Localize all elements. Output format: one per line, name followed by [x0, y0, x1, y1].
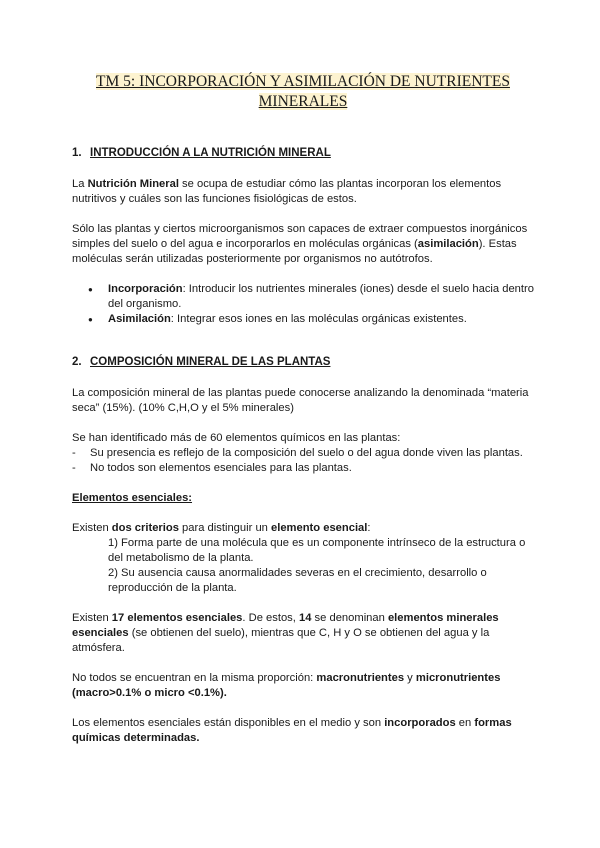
essential-count-paragraph: Existen 17 elementos esenciales. De estos, 14 se denominan elementos minerales esenciales (se obtienen del suelo), mientras que C, H y O se obtienen del agua y la atmósfera.: [72, 612, 499, 654]
section-1-heading: 1. INTRODUCCIÓN A LA NUTRICIÓN MINERAL: [72, 147, 331, 159]
list-item: ● Incorporación: Introducir los nutrientes minerales (iones) desde el suelo hacia dentro del organismo.: [108, 282, 534, 312]
identified-paragraph: Se han identificado más de 60 elementos químicos en las plantas:: [72, 432, 401, 444]
section-2-heading: 2. COMPOSICIÓN MINERAL DE LAS PLANTAS: [72, 356, 331, 368]
identified-list: [72, 446, 534, 476]
proportion-paragraph: No todos se encuentran en la misma proporción: macronutrientes y micronutrientes (macro>0.1% o micro <0.1%).: [72, 672, 501, 699]
list-item: - Su presencia es reflejo de la composición del suelo o del agua donde viven las plantas.: [90, 446, 534, 461]
intro-paragraph: La Nutrición Mineral se ocupa de estudiar cómo las plantas incorporan los elementos nutritivos y cuáles son las funciones fisiológicas de estos.: [72, 178, 502, 205]
composition-paragraph: La composición mineral de las plantas puede conocerse analizando la denominada “materia seca” (15%). (10% C,H,O y el 5% minerales): [72, 387, 529, 414]
assimilation-paragraph: Sólo las plantas y ciertos microorganismos son capaces de extraer compuestos inorgánicos simples del suelo o del agua e incorporarlos en moléculas orgánicas (asimilación). Estas moléculas serán utilizadas posteriormente por organismos no autótrofos.: [72, 223, 528, 265]
availability-paragraph: Los elementos esenciales están disponibles en el medio y son incorporados en formas químicas determinadas.: [72, 717, 512, 744]
list-item: 1) Forma parte de una molécula que es un componente intrínseco de la estructura o del metabolismo de la planta.: [108, 537, 526, 564]
list-item: 2) Su ausencia causa anormalidades severas en el crecimiento, desarrollo o reproducción de la planta.: [108, 567, 487, 594]
definitions-list: [72, 282, 534, 327]
list-item: ● Asimilación: Integrar esos iones en las moléculas orgánicas existentes.: [108, 312, 534, 327]
page-title: TM 5: INCORPORACIÓN Y ASIMILACIÓN DE NUTRIENTES MINERALES: [96, 73, 510, 110]
criteria-list: [72, 536, 534, 596]
essential-elements-subheading: Elementos esenciales:: [72, 492, 193, 504]
criteria-intro: Existen dos criterios para distinguir un elemento esencial:: [72, 522, 371, 534]
list-item: - No todos son elementos esenciales para las plantas.: [90, 461, 534, 476]
document-page: [72, 72, 534, 761]
